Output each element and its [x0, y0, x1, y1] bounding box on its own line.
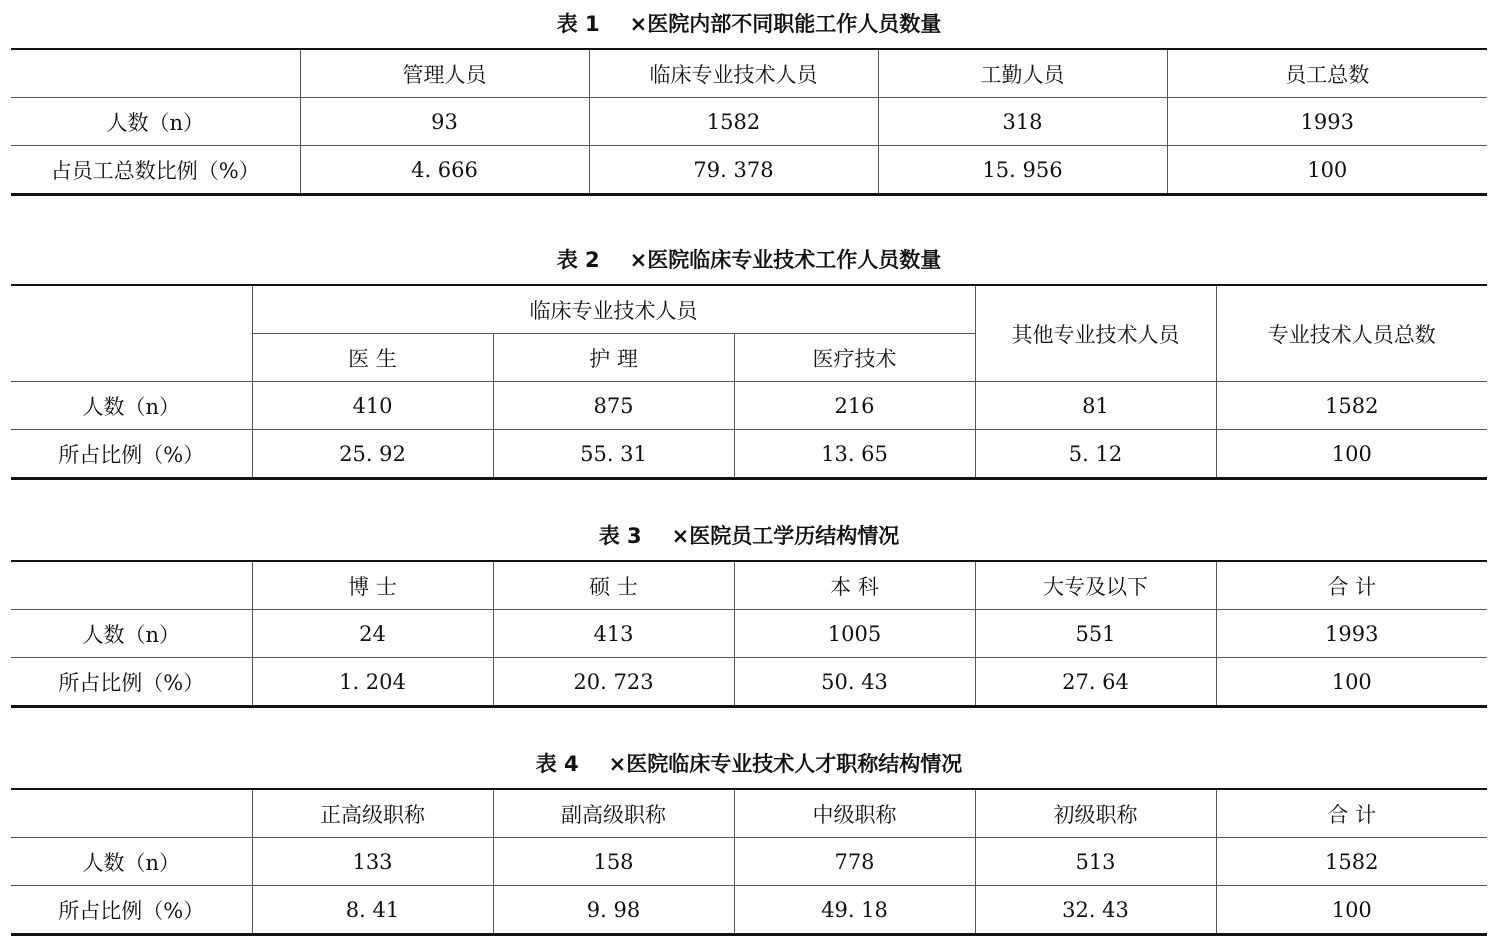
table-cell: 5. 12 — [975, 430, 1216, 479]
table-4-header-cell: 中级职称 — [734, 789, 975, 838]
table-cell: 49. 18 — [734, 886, 975, 935]
table-2-sub-header-cell: 医 生 — [252, 334, 493, 382]
table-cell: 875 — [493, 382, 734, 430]
table-cell: 93 — [300, 98, 589, 146]
table-2-group-header-row — [11, 285, 1487, 334]
table-1-header-cell: 工勤人员 — [878, 49, 1167, 98]
table-cell: 1993 — [1216, 610, 1487, 658]
table-3-header-cell: 硕 士 — [493, 561, 734, 610]
table-cell: 9. 98 — [493, 886, 734, 935]
table-row — [11, 658, 1487, 707]
row-label: 人数（n） — [11, 382, 252, 430]
table-row — [11, 382, 1487, 430]
row-label: 占员工总数比例（%） — [11, 146, 300, 195]
table-cell: 1582 — [589, 98, 878, 146]
table-4-header-row — [11, 789, 1487, 838]
table-cell: 100 — [1216, 430, 1487, 479]
table-cell: 24 — [252, 610, 493, 658]
document-page — [11, 0, 1487, 936]
table-cell: 8. 41 — [252, 886, 493, 935]
table-row — [11, 610, 1487, 658]
table-1-header-row — [11, 49, 1487, 98]
row-label: 人数（n） — [11, 98, 300, 146]
table-1-title: ×医院内部不同职能工作人员数量 — [629, 12, 942, 36]
table-4-header-cell: 初级职称 — [975, 789, 1216, 838]
row-label: 所占比例（%） — [11, 658, 252, 707]
table-cell: 1582 — [1216, 382, 1487, 430]
row-label: 所占比例（%） — [11, 430, 252, 479]
table-4-header-cell: 副高级职称 — [493, 789, 734, 838]
table-cell: 50. 43 — [734, 658, 975, 707]
table-2 — [11, 284, 1487, 480]
table-cell: 27. 64 — [975, 658, 1216, 707]
table-cell: 778 — [734, 838, 975, 886]
table-cell: 1005 — [734, 610, 975, 658]
table-1-label: 表 1 — [556, 12, 600, 36]
table-row — [11, 886, 1487, 935]
table-cell: 100 — [1216, 886, 1487, 935]
table-cell: 1993 — [1167, 98, 1487, 146]
table-cell: 413 — [493, 610, 734, 658]
table-2-sub-header-cell: 护 理 — [493, 334, 734, 382]
table-1-header-cell: 管理人员 — [300, 49, 589, 98]
table-4-label: 表 4 — [535, 752, 579, 776]
table-row — [11, 146, 1487, 195]
table-cell: 1. 204 — [252, 658, 493, 707]
table-cell: 410 — [252, 382, 493, 430]
table-3-header-row — [11, 561, 1487, 610]
table-3-header-cell: 本 科 — [734, 561, 975, 610]
table-cell: 216 — [734, 382, 975, 430]
table-cell: 1582 — [1216, 838, 1487, 886]
table-2-corner-cell — [11, 285, 252, 382]
table-cell: 15. 956 — [878, 146, 1167, 195]
table-cell: 133 — [252, 838, 493, 886]
table-1-header-cell: 员工总数 — [1167, 49, 1487, 98]
table-cell: 513 — [975, 838, 1216, 886]
table-3-label: 表 3 — [598, 524, 642, 548]
table-cell: 13. 65 — [734, 430, 975, 479]
table-1-corner-cell — [11, 49, 300, 98]
table-row — [11, 98, 1487, 146]
table-3-header-cell: 大专及以下 — [975, 561, 1216, 610]
table-row — [11, 430, 1487, 479]
table-4-caption — [11, 740, 1487, 788]
table-3-header-cell: 博 士 — [252, 561, 493, 610]
table-4 — [11, 788, 1487, 936]
table-1-caption — [11, 0, 1487, 48]
table-cell: 55. 31 — [493, 430, 734, 479]
table-cell: 20. 723 — [493, 658, 734, 707]
table-cell: 25. 92 — [252, 430, 493, 479]
row-label: 人数（n） — [11, 610, 252, 658]
table-cell: 81 — [975, 382, 1216, 430]
table-2-sub-header-cell: 医疗技术 — [734, 334, 975, 382]
table-3 — [11, 560, 1487, 708]
table-4-corner-cell — [11, 789, 252, 838]
table-cell: 100 — [1167, 146, 1487, 195]
table-3-caption — [11, 512, 1487, 560]
table-1 — [11, 48, 1487, 196]
row-label: 人数（n） — [11, 838, 252, 886]
table-3-corner-cell — [11, 561, 252, 610]
table-cell: 551 — [975, 610, 1216, 658]
table-3-title: ×医院员工学历结构情况 — [671, 524, 900, 548]
table-4-title: ×医院临床专业技术人才职称结构情况 — [608, 752, 963, 776]
table-2-header-cell: 专业技术人员总数 — [1216, 285, 1487, 382]
table-4-header-cell: 合 计 — [1216, 789, 1487, 838]
table-2-title: ×医院临床专业技术工作人员数量 — [629, 248, 942, 272]
table-2-group-header: 临床专业技术人员 — [252, 285, 975, 334]
table-cell: 79. 378 — [589, 146, 878, 195]
table-2-label: 表 2 — [556, 248, 600, 272]
row-label: 所占比例（%） — [11, 886, 252, 935]
table-cell: 318 — [878, 98, 1167, 146]
table-cell: 100 — [1216, 658, 1487, 707]
table-2-header-cell: 其他专业技术人员 — [975, 285, 1216, 382]
table-cell: 158 — [493, 838, 734, 886]
table-4-header-cell: 正高级职称 — [252, 789, 493, 838]
table-2-caption — [11, 236, 1487, 284]
table-3-header-cell: 合 计 — [1216, 561, 1487, 610]
table-cell: 32. 43 — [975, 886, 1216, 935]
table-row — [11, 838, 1487, 886]
table-cell: 4. 666 — [300, 146, 589, 195]
table-1-header-cell: 临床专业技术人员 — [589, 49, 878, 98]
